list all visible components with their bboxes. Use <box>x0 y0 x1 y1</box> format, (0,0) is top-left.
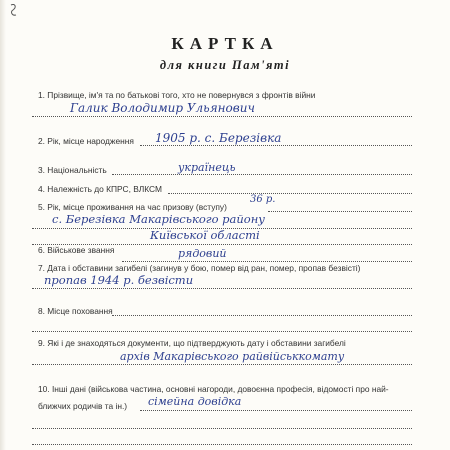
field-10-line-c <box>32 444 412 445</box>
field-7-line <box>32 288 412 289</box>
field-9-value: архів Макарівського райвійськкомату <box>120 350 345 363</box>
field-3-line <box>112 174 412 175</box>
field-10-label-line1: 10. Інші дані (військова частина, основні нагороди, довоєнна професія, відомості про най- <box>38 384 389 394</box>
field-5-label: 5. Рік, місце проживання на час призову (вступу) <box>38 202 227 212</box>
field-5-value-line2: Київської області <box>150 228 260 242</box>
field-1-line <box>32 116 412 117</box>
card-title: КАРТКА <box>171 34 279 53</box>
field-2-label: 2. Рік, місце народження <box>38 136 134 146</box>
field-4-line <box>168 193 412 194</box>
field-2-value: 1905 р. с. Березівка <box>155 131 282 145</box>
field-10-line-a <box>140 410 412 411</box>
field-5-year: 36 р. <box>250 194 276 205</box>
field-6-value: рядовий <box>178 247 227 260</box>
field-10-value: сімейна довідка <box>148 395 242 408</box>
field-7-value: пропав 1944 р. безвісти <box>44 273 194 287</box>
card-subtitle: для книги Пам'яті <box>159 58 291 72</box>
field-1-label: 1. Прізвище, ім'я та по батькові того, хто не повернувся з фронтів війни <box>38 90 316 100</box>
field-2-line <box>140 145 412 146</box>
handwritten-corner-mark <box>6 2 22 18</box>
field-4-label: 4. Належність до КПРС, ВЛКСМ <box>38 184 162 194</box>
field-1-value: Галик Володимир Ульянович <box>70 101 255 115</box>
field-8-label: 8. Місце поховання <box>38 306 113 316</box>
field-10-label-line2: ближчих родичів та ін.) <box>38 401 128 411</box>
field-10-line-b <box>32 428 412 429</box>
field-8-line-a <box>112 315 412 316</box>
field-5-value-line1: с. Березівка Макарівського району <box>52 212 265 226</box>
field-7-label: 7. Дата і обставини загибелі (загинув у бою, помер від ран, помер, пропав безвісті) <box>38 263 361 273</box>
field-3-value: українець <box>178 161 236 174</box>
field-5-line-a <box>268 211 412 212</box>
field-6-label: 6. Військове звання <box>38 245 115 255</box>
field-6-line <box>122 261 412 262</box>
field-8-line-b <box>32 331 412 332</box>
field-3-label: 3. Національність <box>38 165 107 175</box>
field-9-line <box>32 364 412 365</box>
field-9-label: 9. Які і де знаходяться документи, що підтверджують дату і обставини загибелі <box>38 338 346 348</box>
